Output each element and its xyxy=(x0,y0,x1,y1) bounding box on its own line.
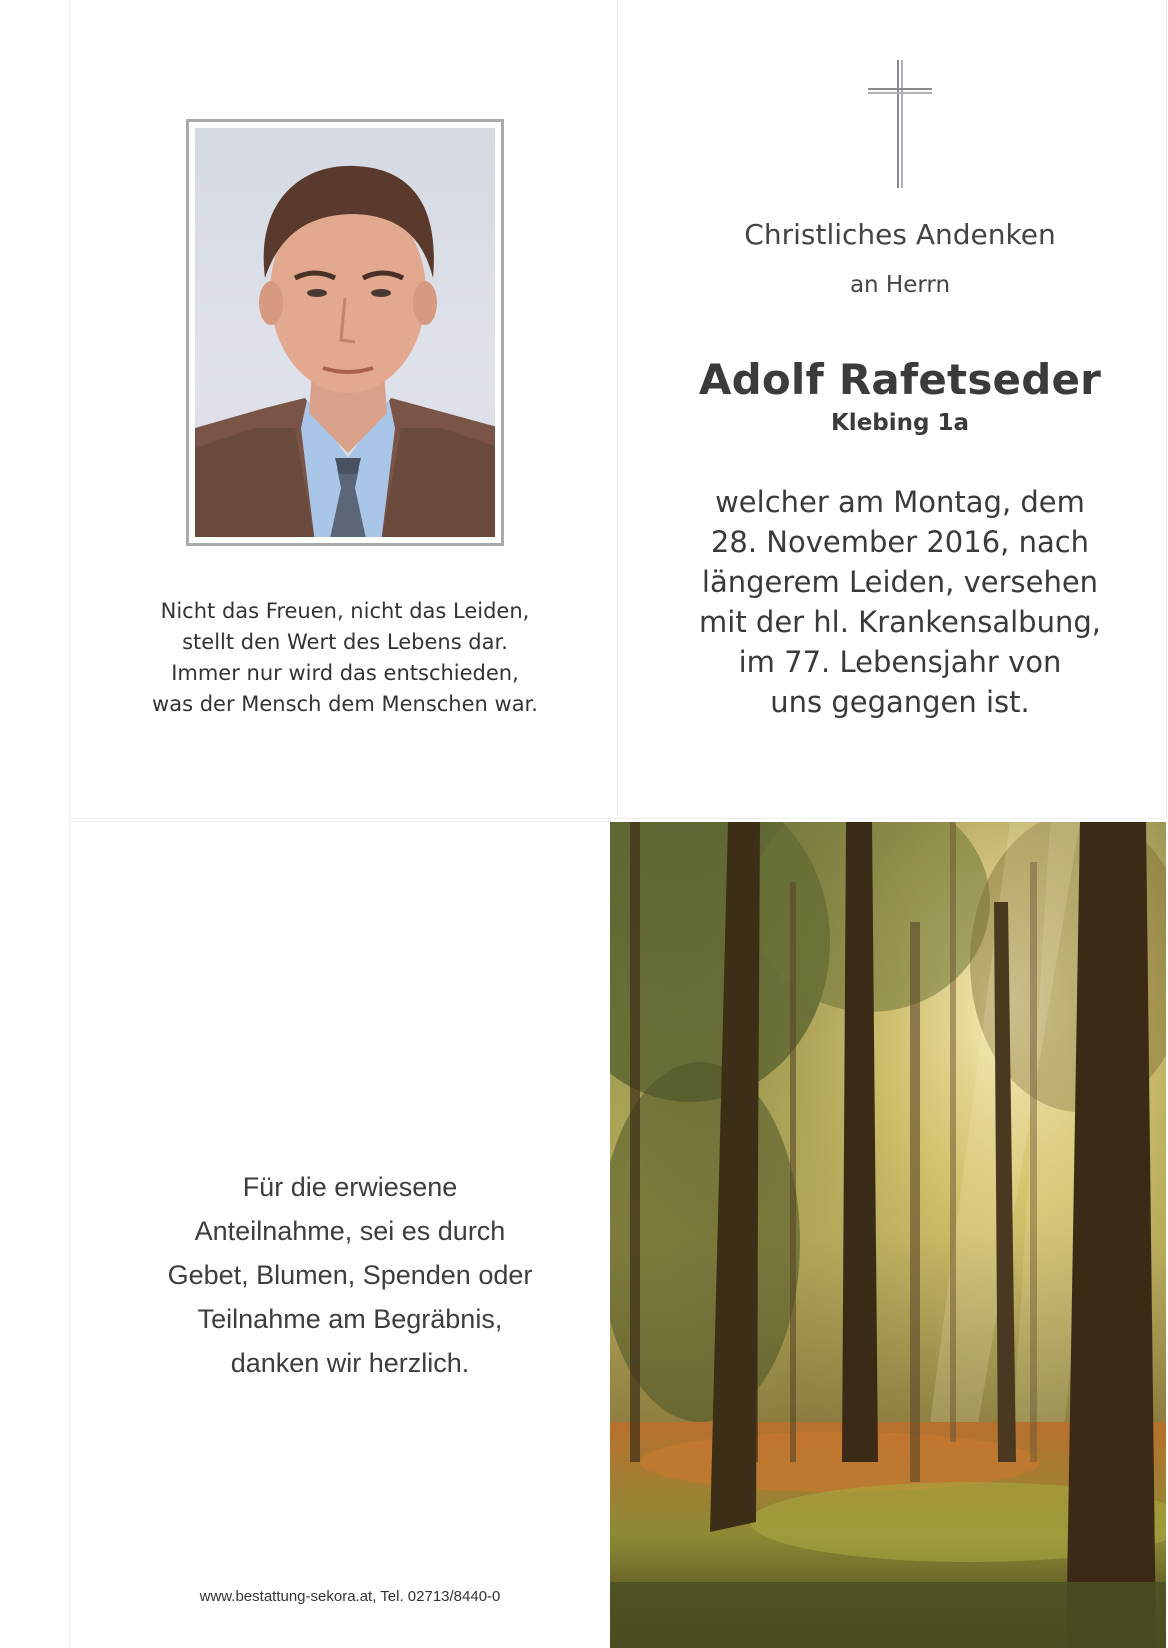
thanks-line: Anteilnahme, sei es durch xyxy=(194,1216,506,1246)
message-line: im 77. Lebensjahr von xyxy=(738,645,1062,679)
forest-image xyxy=(610,822,1166,1648)
deceased-name: Adolf Rafetseder xyxy=(698,355,1102,404)
cross-icon xyxy=(868,60,932,188)
deceased-address: Klebing 1a xyxy=(830,410,970,436)
death-notice-text xyxy=(660,482,1140,722)
thanks-line: Für die erwiesene xyxy=(242,1172,458,1202)
poem-line: Immer nur wird das entschieden, xyxy=(171,661,519,685)
message-line: welcher am Montag, dem xyxy=(715,485,1085,519)
fold-line xyxy=(617,0,618,818)
thanks-line: danken wir herzlich. xyxy=(230,1348,470,1378)
portrait-photo xyxy=(195,128,495,537)
message-line: längerem Leiden, versehen xyxy=(701,565,1099,599)
thanks-text xyxy=(130,1165,570,1385)
message-line: mit der hl. Krankensalbung, xyxy=(699,605,1101,639)
poem-line: was der Mensch dem Menschen war. xyxy=(152,692,538,716)
poem-line: Nicht das Freuen, nicht das Leiden, xyxy=(160,599,530,623)
message-line: uns gegangen ist. xyxy=(770,685,1030,719)
funeral-home-contact: www.bestattung-sekora.at, Tel. 02713/8440-0 xyxy=(199,1588,501,1605)
card-heading: Christliches Andenken xyxy=(744,218,1056,251)
message-line: 28. November 2016, nach xyxy=(710,525,1090,559)
poem-line: stellt den Wert des Lebens dar. xyxy=(182,630,508,654)
salutation: an Herrn xyxy=(849,272,951,298)
thanks-line: Teilnahme am Begräbnis, xyxy=(197,1304,503,1334)
thanks-line: Gebet, Blumen, Spenden oder xyxy=(167,1260,533,1290)
poem xyxy=(130,596,560,720)
portrait-frame xyxy=(186,119,504,546)
